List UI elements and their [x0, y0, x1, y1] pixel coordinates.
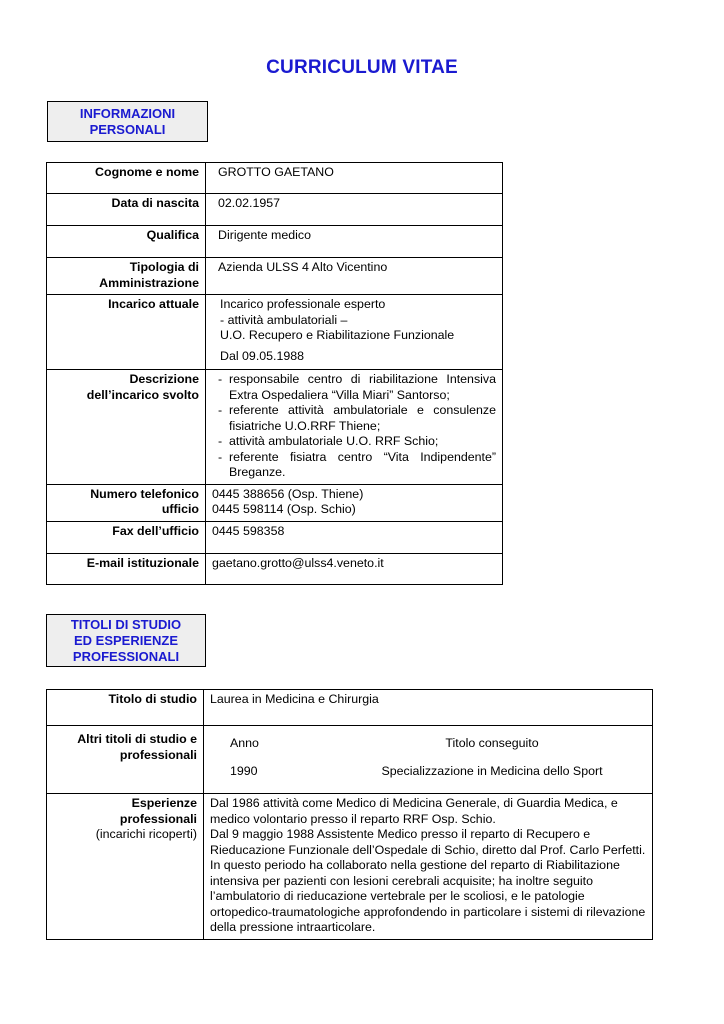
- list-item: - referente fisiatra centro “Vita Indipendente” Breganze.: [218, 450, 496, 481]
- admin-type-label: [47, 258, 206, 295]
- duties-list: [218, 372, 496, 481]
- section-heading-personal: [47, 101, 208, 142]
- degree-value: Laurea in Medicina e Chirurgia: [204, 690, 653, 726]
- table-row: [47, 794, 653, 940]
- label-line: ufficio: [161, 502, 199, 516]
- label-line: Amministrazione: [99, 275, 199, 290]
- email-label: E-mail istituzionale: [47, 553, 206, 584]
- title-value: Specializzazione in Medicina dello Sport: [381, 763, 603, 778]
- year-column-header: Anno: [230, 736, 259, 750]
- experience-label: [47, 794, 204, 940]
- table-row: [47, 226, 503, 258]
- titles-data-row: [210, 764, 646, 780]
- label-line: dell’incarico svolto: [86, 387, 199, 402]
- admin-type-value: Azienda ULSS 4 Alto Vicentino: [206, 258, 503, 295]
- role-line: Dal 09.05.1988: [220, 348, 305, 363]
- phone-label: [47, 484, 206, 521]
- year-value: 1990: [230, 763, 258, 778]
- section-heading-studies: [46, 614, 206, 667]
- fax-label: Fax dell’ufficio: [47, 521, 206, 553]
- fax-value: 0445 598358: [206, 521, 503, 553]
- experience-value: [204, 794, 653, 940]
- section-heading-line: INFORMAZIONI: [79, 105, 176, 121]
- qualification-label: Qualifica: [47, 226, 206, 258]
- list-item: - referente attività ambulatoriale e consulenze fisiatriche U.O.RRF Thiene;: [218, 403, 496, 434]
- label-line: Numero telefonico: [90, 486, 199, 501]
- role-line: Incarico professionale esperto: [220, 297, 386, 311]
- section-heading-line: PROFESSIONALI: [72, 648, 180, 664]
- table-row: [47, 521, 503, 553]
- list-item: - responsabile centro di riabilitazione Intensiva Extra Ospedaliera “Villa Miari” Santorso;: [218, 372, 496, 403]
- personal-info-table: [46, 162, 503, 585]
- table-row: [47, 295, 503, 370]
- label-line: (incarichi ricoperti): [95, 827, 197, 841]
- qualification-value: Dirigente medico: [206, 226, 503, 258]
- table-row: [47, 163, 503, 194]
- table-row: [47, 370, 503, 485]
- page-title: CURRICULUM VITAE: [266, 57, 458, 78]
- email-value: gaetano.grotto@ulss4.veneto.it: [206, 553, 503, 584]
- table-row: [47, 690, 653, 726]
- name-value: GROTTO GAETANO: [206, 163, 503, 194]
- experience-paragraph: Dal 1986 attività come Medico di Medicina Generale, di Guardia Medica, e medico volontario presso il reparto RRF Osp. Schio.: [210, 796, 618, 826]
- table-row: [47, 726, 653, 794]
- table-row: [47, 484, 503, 521]
- degree-label: Titolo di studio: [47, 690, 204, 726]
- section-heading-line: PERSONALI: [89, 121, 166, 137]
- label-line: Tipologia di: [129, 260, 199, 274]
- role-line: U.O. Recupero e Riabilitazione Funzionale: [220, 328, 455, 342]
- label-line: Altri titoli di studio e: [77, 732, 197, 746]
- phone-line: 0445 598114 (Osp. Schio): [212, 502, 356, 516]
- title-column-header: Titolo conseguito: [445, 736, 539, 750]
- titles-header-row: [210, 736, 646, 752]
- birth-label: Data di nascita: [47, 194, 206, 226]
- studies-table: [46, 689, 653, 940]
- role-line: - attività ambulatoriali –: [220, 312, 348, 327]
- label-line: professionali: [119, 811, 197, 826]
- role-description-value: [206, 370, 503, 485]
- section-heading-line: ED ESPERIENZE: [73, 632, 179, 648]
- current-role-value: [206, 295, 503, 370]
- experience-paragraph: Dal 9 maggio 1988 Assistente Medico presso il reparto di Recupero e Rieducazione Funzionale dell’Ospedale di Schio, diretto dal Prof. Carlo Perfetti. In questo periodo ha collaborato nella gestione del reparto di Riabilitazione intensiva per pazienti con lesioni cerebrali acquisite; ha inoltre seguito l’ambulatorio di rieducazione vertebrale per le scoliosi, e le patologie ortopedico-traumatologiche approfondendo in particolare i sistemi di rilevazione della pressione intraarticolare.: [210, 827, 646, 934]
- table-row: [47, 258, 503, 295]
- label-line: Esperienze: [131, 796, 197, 810]
- name-label: Cognome e nome: [47, 163, 206, 194]
- current-role-label: Incarico attuale: [47, 295, 206, 370]
- other-titles-label: [47, 726, 204, 794]
- label-line: Descrizione: [129, 372, 199, 386]
- list-item: - attività ambulatoriale U.O. RRF Schio;: [218, 434, 496, 450]
- role-description-label: [47, 370, 206, 485]
- table-row: [47, 553, 503, 584]
- phone-line: 0445 388656 (Osp. Thiene): [212, 486, 364, 501]
- label-line: professionali: [119, 747, 197, 762]
- section-heading-line: TITOLI DI STUDIO: [70, 616, 182, 632]
- phone-value: [206, 484, 503, 521]
- birth-value: 02.02.1957: [206, 194, 503, 226]
- table-row: [47, 194, 503, 226]
- other-titles-value: [204, 726, 653, 794]
